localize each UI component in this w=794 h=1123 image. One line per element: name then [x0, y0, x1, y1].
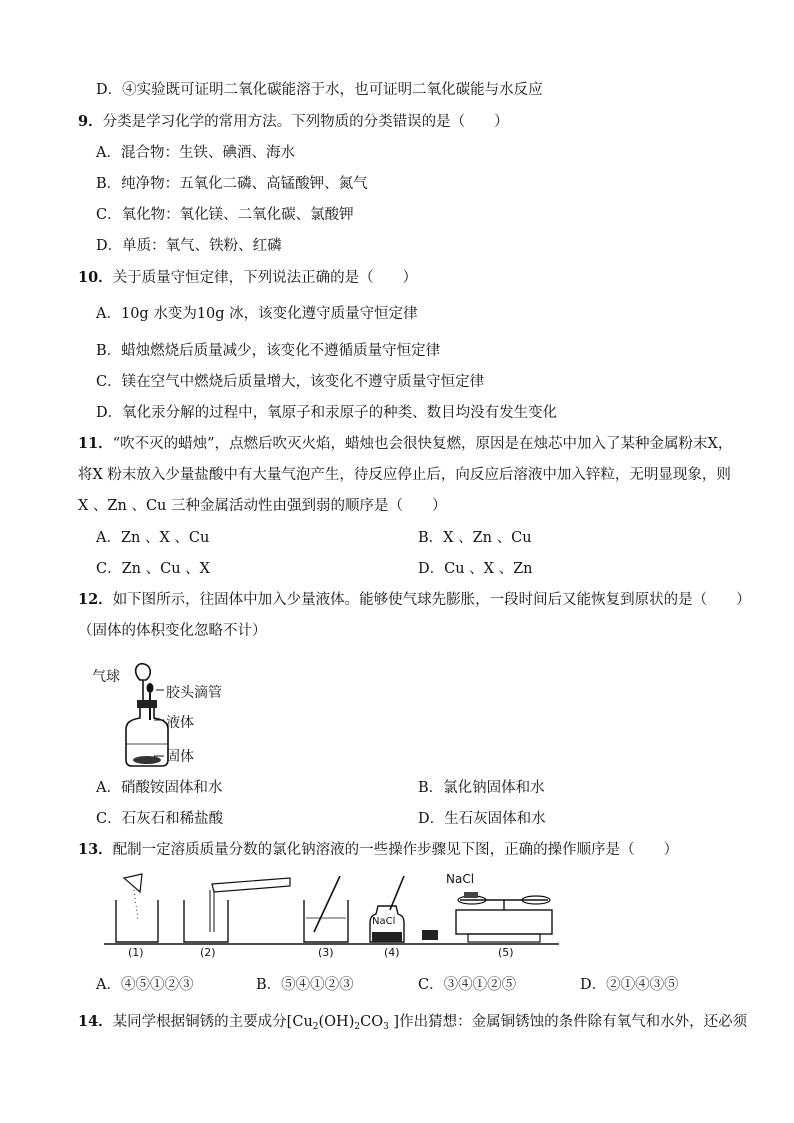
formula-cu: Cu	[292, 1014, 313, 1030]
question-11	[78, 434, 732, 454]
step-2-label: (2)	[200, 946, 216, 959]
q10-option-d: D．氧化汞分解的过程中，氧原子和汞原子的种类、数目均没有发生变化	[96, 405, 558, 421]
q9-option-b: B．纯净物：五氧化二磷、高锰酸钾、氮气	[96, 176, 368, 192]
balloon-label: 气球	[92, 669, 120, 685]
q10-option-c: C．镁在空气中燃烧后质量增大，该变化不遵守质量守恒定律	[96, 374, 485, 390]
q8-option-d: D．④实验既可证明二氧化碳能溶于水，也可证明二氧化碳能与水反应	[96, 82, 543, 98]
question-number: 11．	[78, 435, 113, 452]
question-9	[78, 112, 509, 132]
q11-option-c: C．Zn 、Cu 、X	[96, 561, 210, 577]
question-stem: 关于质量守恒定律，下列说法正确的是（ ）	[112, 270, 418, 286]
step-3-label: (3)	[318, 946, 334, 959]
liquid-label: 液体	[166, 715, 194, 731]
q12-option-b: B．氯化钠固体和水	[418, 780, 545, 796]
solid-label: 固体	[166, 749, 194, 765]
q12-option-d: D．生石灰固体和水	[418, 811, 546, 827]
q9-option-c: C．氧化物：氧化镁、二氧化碳、氯酸钾	[96, 207, 354, 223]
question-10	[78, 268, 417, 288]
bottle-label: NaCl	[372, 916, 396, 927]
question-stem-line-1: “吹不灭的蜡烛”，点燃后吹灭火焰，蜡烛也会很快复燃，原因是在烛芯中加入了某种金属粉末X，	[112, 436, 733, 452]
q13-option-c: C．③④①②⑤	[418, 977, 517, 993]
formula-oh-subscript: 2	[354, 1022, 361, 1032]
dropper-label: 胶头滴管	[166, 685, 222, 701]
question-13	[78, 840, 678, 860]
q12-option-c: C．石灰石和稀盐酸	[96, 811, 224, 827]
question-stem: 配制一定溶质质量分数的氯化钠溶液的一些操作步骤见下图，正确的操作顺序是（ ）	[112, 842, 679, 858]
solution-steps-figure	[104, 870, 574, 962]
q11-option-b: B．X 、Zn 、Cu	[418, 530, 532, 546]
q10-option-b: B．蜡烛燃烧后质量减少，该变化不遵循质量守恒定律	[96, 343, 441, 359]
question-14	[78, 1012, 747, 1037]
question-number: 14．	[78, 1013, 113, 1030]
question-stem-end: ]作出猜想：金属铜锈蚀的条件除有氧气和水外，还必须	[388, 1014, 748, 1030]
q13-option-d: D．②①④③⑤	[580, 977, 679, 993]
question-stem-line-2: 将X 粉末放入少量盐酸中有大量气泡产生，待反应停止后，向反应后溶液中加入锌粒，无明显现象，则	[78, 467, 731, 483]
question-number: 12．	[78, 591, 113, 608]
q12-option-a: A．硝酸铵固体和水	[96, 780, 223, 796]
q11-option-a: A．Zn 、X 、Cu	[96, 530, 210, 546]
q10-option-a: A．10g 水变为10g 冰，该变化遵守质量守恒定律	[96, 306, 418, 322]
question-12	[78, 590, 751, 610]
question-stem-line-2: （固体的体积变化忽略不计）	[78, 623, 267, 639]
balance-label: NaCl	[446, 872, 475, 886]
q11-option-d: D．Cu 、X 、Zn	[418, 561, 533, 577]
step-1-label: (1)	[128, 946, 144, 959]
question-number: 13．	[78, 841, 113, 858]
question-stem-line-1: 如下图所示，往固体中加入少量液体。能够使气球先膨胀，一段时间后又能恢复到原状的是（ ）	[112, 592, 751, 608]
q13-option-b: B．⑤④①②③	[256, 977, 354, 993]
formula-oh: (OH)	[318, 1014, 355, 1030]
question-stem-start: 某同学根据铜锈的主要成分[	[112, 1014, 293, 1030]
question-number: 10．	[78, 269, 113, 286]
balloon-apparatus-figure	[92, 660, 252, 770]
question-stem-line-3: X 、Zn 、Cu 三种金属活动性由强到弱的顺序是（ ）	[78, 498, 447, 514]
q9-option-a: A．混合物：生铁、碘酒、海水	[96, 145, 295, 161]
question-number: 9．	[78, 113, 103, 130]
step-5-label: (5)	[498, 946, 514, 959]
q9-option-d: D．单质：氧气、铁粉、红磷	[96, 238, 282, 254]
q13-option-a: A．④⑤①②③	[96, 977, 194, 993]
formula-co-subscript: 3	[383, 1022, 389, 1032]
step-4-label: (4)	[384, 946, 400, 959]
question-stem: 分类是学习化学的常用方法。下列物质的分类错误的是（ ）	[102, 114, 509, 130]
formula-cu-subscript: 2	[312, 1022, 319, 1032]
formula-co: CO	[360, 1014, 384, 1030]
